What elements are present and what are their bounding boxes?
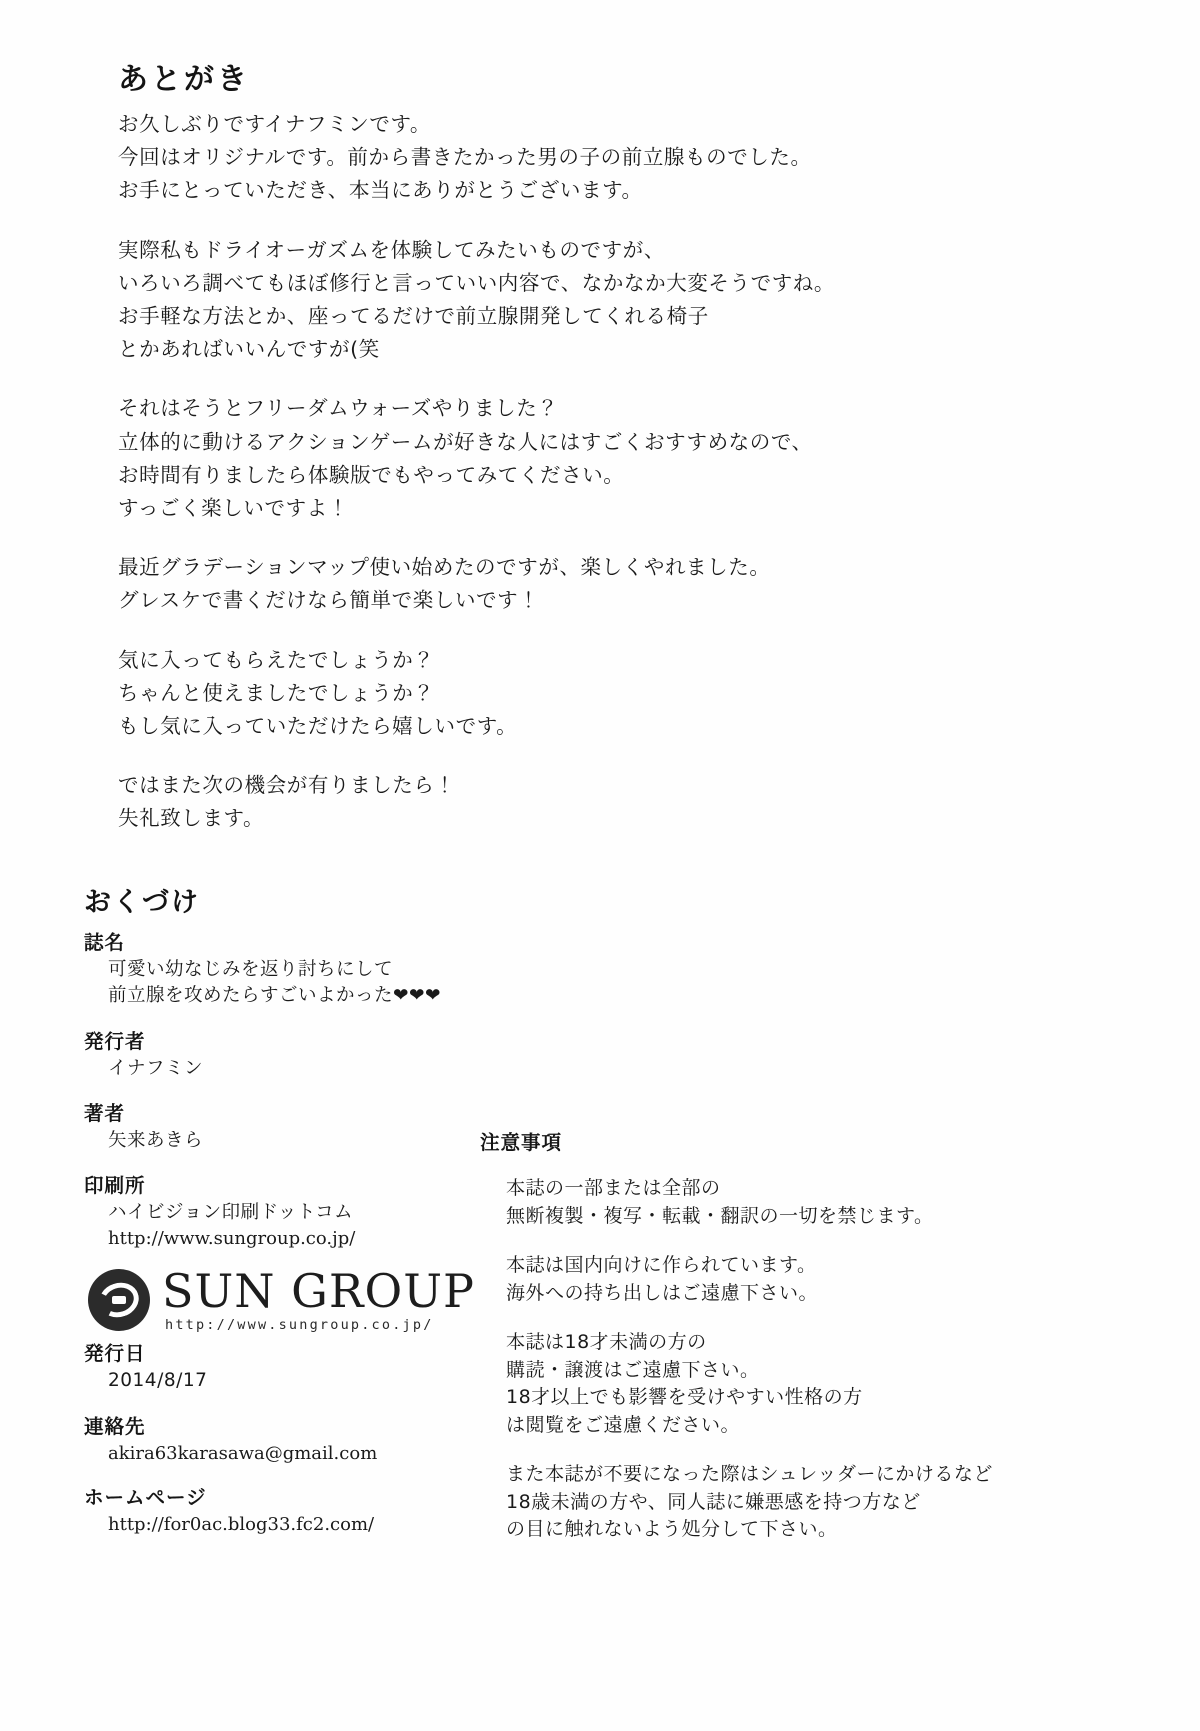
- colophon-field-label: 著者: [84, 1101, 126, 1125]
- afterword-title: あとがき: [118, 62, 250, 97]
- afterword-paragraph: [118, 108, 1018, 208]
- notice-line: 18才以上でも影響を受けやすい性格の方: [506, 1386, 863, 1409]
- sun-logo-name: SUN GROUP: [162, 1263, 475, 1318]
- afterword-paragraph: [118, 644, 1018, 744]
- afterword-section: [118, 62, 1018, 836]
- afterword-line: すっごく楽しいですよ！: [118, 496, 349, 521]
- notice-block: [480, 1252, 1040, 1307]
- colophon-title: おくづけ: [84, 887, 200, 918]
- colophon-field-label: 誌名: [84, 931, 126, 954]
- afterword-line: お手軽な方法とか、座ってるだけで前立腺開発してくれる椅子: [118, 304, 709, 329]
- afterword-line: もし気に入っていただけたら嬉しいです。: [118, 714, 518, 739]
- afterword-line: 最近グラデーションマップ使い始めたのですが、楽しくやれました。: [118, 555, 771, 580]
- sun-logo-icon: [88, 1269, 150, 1331]
- afterword-line: 実際私もドライオーガズムを体験してみたいものですが、: [118, 237, 665, 262]
- colophon-field: [84, 1482, 504, 1538]
- notice-line: 本誌は18才未満の方の: [506, 1331, 707, 1354]
- afterword-line: 失礼致します。: [118, 806, 265, 831]
- colophon-section: [84, 880, 1114, 1541]
- colophon-field-label: 連絡先: [84, 1414, 146, 1438]
- notice-line: 海外への持ち出しはご遠慮下さい。: [506, 1281, 819, 1304]
- afterword-paragraph: [118, 551, 1018, 617]
- notice-block: [480, 1175, 1040, 1230]
- notice-line: 本誌は国内向けに作られています。: [506, 1254, 817, 1277]
- afterword-paragraph: [118, 392, 1018, 525]
- colophon-field-label: 発行者: [84, 1029, 146, 1053]
- colophon-field: [84, 1098, 504, 1154]
- colophon-field-value: イナフミン: [108, 1057, 204, 1079]
- notice-block: [480, 1329, 1040, 1439]
- afterword-line: お手にとっていただき、本当にありがとうございます。: [118, 178, 643, 203]
- colophon-left-column: [84, 927, 504, 1554]
- colophon-field-value: 矢来あきら: [108, 1129, 204, 1151]
- colophon-field-label: 発行日: [84, 1342, 146, 1366]
- colophon-field: [84, 1411, 504, 1467]
- notice-column: [480, 1127, 1040, 1566]
- sun-logo-text: [162, 1263, 475, 1333]
- afterword-line: いろいろ調べてもほぼ修行と言っていい内容で、なかなか大変そうですね。: [118, 270, 835, 295]
- colophon-field: [84, 1026, 504, 1082]
- colophon-field-value[interactable]: http://www.sungroup.co.jp/: [108, 1228, 356, 1250]
- notice-line: また本誌が不要になった際はシュレッダーにかけるなど: [506, 1463, 993, 1486]
- afterword-body: [118, 108, 1018, 836]
- notice-line: 本誌の一部または全部の: [506, 1177, 721, 1199]
- colophon-field-label: ホームページ: [84, 1486, 207, 1510]
- colophon-field-value: 前立腺を攻めたらすごいよかった❤❤❤: [108, 985, 442, 1007]
- colophon-field-value: ハイビジョン印刷ドットコム: [108, 1202, 354, 1224]
- colophon-field-value: 2014/8/17: [108, 1370, 208, 1392]
- notice-line: 18歳未満の方や、同人誌に嫌悪感を持つ方など: [506, 1490, 921, 1513]
- colophon-fields-primary: [84, 927, 504, 1252]
- notice-body: [480, 1175, 1040, 1544]
- notice-title: 注意事項: [480, 1131, 563, 1154]
- colophon-field: [84, 927, 504, 1010]
- afterword-line: 今回はオリジナルです。前から書きたかった男の子の前立腺ものでした。: [118, 145, 812, 170]
- colophon-field-label: 印刷所: [84, 1174, 146, 1198]
- colophon-field-value[interactable]: akira63karasawa@gmail.com: [108, 1442, 378, 1464]
- notice-line: 無断複製・複写・転載・翻訳の一切を禁じます。: [506, 1204, 934, 1227]
- afterword-line: お時間有りましたら体験版でもやってみてください。: [118, 462, 625, 487]
- afterword-line: 気に入ってもらえたでしょうか？: [118, 647, 435, 672]
- afterword-line: それはそうとフリーダムウォーズやりました？: [118, 396, 559, 421]
- afterword-line: ちゃんと使えましたでしょうか？: [118, 680, 435, 705]
- colophon-field: [84, 1338, 504, 1394]
- sun-group-logo: [84, 1263, 504, 1333]
- notice-line: 購読・譲渡はご遠慮下さい。: [506, 1358, 760, 1381]
- notice-block: [480, 1461, 1040, 1544]
- notice-line: は閲覧をご遠慮ください。: [506, 1413, 741, 1436]
- colophon-field: [84, 1170, 504, 1252]
- colophon-field-value: 可愛い幼なじみを返り討ちにして: [108, 959, 394, 980]
- afterword-paragraph: [118, 769, 1018, 835]
- afterword-line: グレスケで書くだけなら簡単で楽しいです！: [118, 588, 540, 613]
- afterword-line: お久しぶりですイナフミンです。: [118, 112, 432, 136]
- colophon-fields-secondary: [84, 1338, 504, 1537]
- afterword-line: とかあればいいんですが(笑: [118, 337, 380, 362]
- afterword-line: ではまた次の機会が有りましたら！: [118, 773, 456, 798]
- afterword-paragraph: [118, 234, 1018, 367]
- afterword-line: 立体的に動けるアクションゲームが好きな人にはすごくおすすめなので、: [118, 429, 813, 454]
- sun-logo-url: http://www.sungroup.co.jp/: [165, 1316, 434, 1333]
- colophon-field-value[interactable]: http://for0ac.blog33.fc2.com/: [108, 1514, 375, 1536]
- notice-line: の目に触れないよう処分して下さい。: [506, 1518, 838, 1541]
